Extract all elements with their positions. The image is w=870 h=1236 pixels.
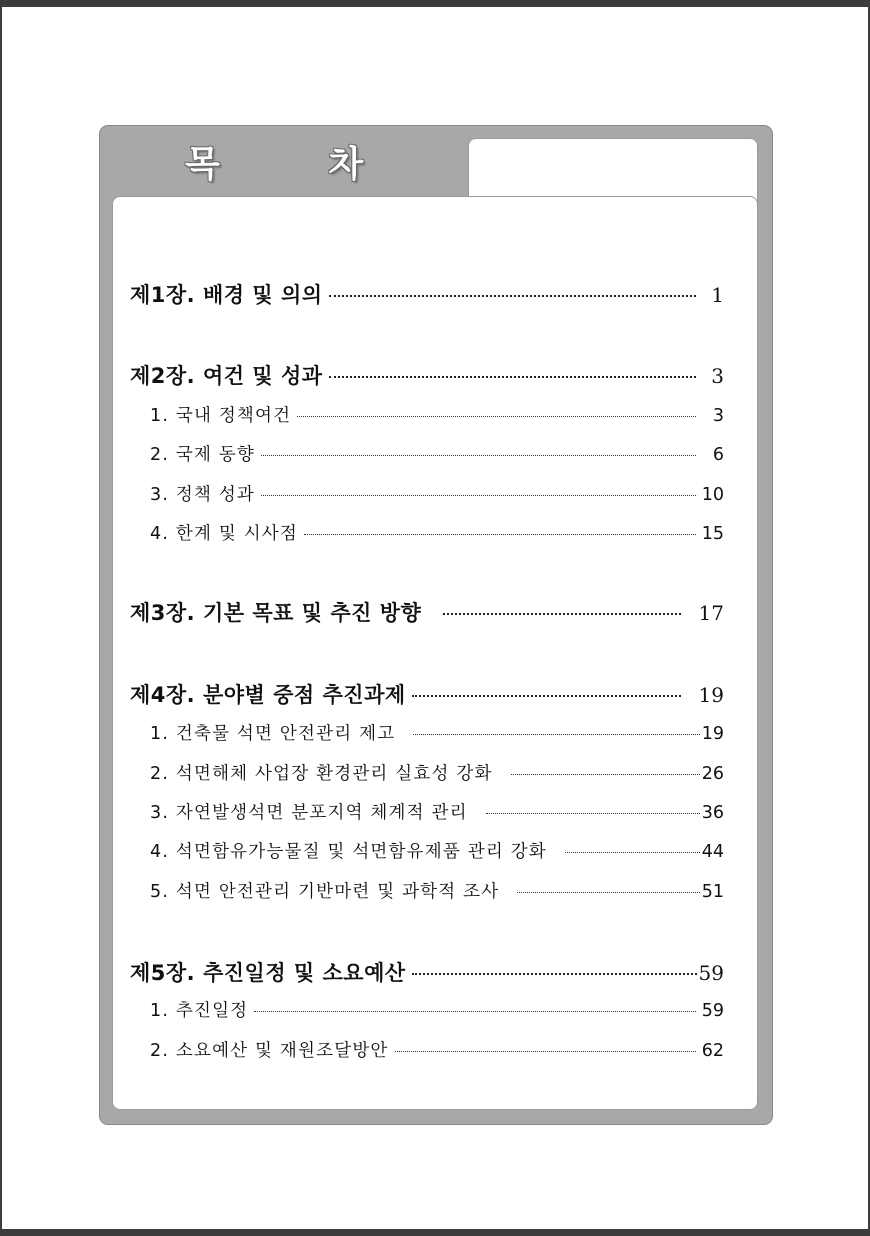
section-label: 5. 석면 안전관리 기반마련 및 과학적 조사 xyxy=(150,882,500,902)
section-page-number: 59 xyxy=(701,1001,724,1021)
toc-chapter-5[interactable] xyxy=(130,957,724,987)
dot-leader xyxy=(413,733,699,735)
section-page-number: 3 xyxy=(712,406,724,426)
chapter-page-number: 19 xyxy=(698,683,724,707)
chapter-label: 제3장. 기본 목표 및 추진 방향 xyxy=(130,601,422,625)
dot-leader xyxy=(395,1050,696,1052)
chapter-page-number: 59 xyxy=(698,961,724,985)
document-page xyxy=(2,7,868,1229)
section-label: 4. 한계 및 시사점 xyxy=(150,524,299,544)
section-label: 1. 추진일정 xyxy=(150,1001,249,1021)
chapter-page-number: 3 xyxy=(711,364,724,388)
section-page-number: 15 xyxy=(701,524,724,544)
dot-leader xyxy=(412,694,681,697)
chapter-label: 제4장. 분야별 중점 추진과제 xyxy=(130,683,406,707)
section-page-number: 10 xyxy=(701,485,724,505)
toc-section-2-2[interactable] xyxy=(150,441,724,466)
dot-leader xyxy=(565,851,700,853)
section-label: 2. 국제 동향 xyxy=(150,445,256,465)
toc-section-4-5[interactable] xyxy=(150,878,724,903)
chapter-label: 제1장. 배경 및 의의 xyxy=(130,283,323,307)
dot-leader xyxy=(304,533,696,535)
dot-leader xyxy=(261,454,696,456)
toc-section-5-1[interactable] xyxy=(150,997,724,1022)
toc-section-2-4[interactable] xyxy=(150,520,724,545)
toc-chapter-2[interactable] xyxy=(130,360,724,390)
section-label: 1. 국내 정책여건 xyxy=(150,406,292,426)
section-label: 1. 건축물 석면 안전관리 제고 xyxy=(150,724,396,744)
toc-title: 목 차 xyxy=(185,144,412,185)
chapter-label: 제5장. 추진일정 및 소요예산 xyxy=(130,961,406,985)
dot-leader xyxy=(329,294,696,297)
dot-leader xyxy=(486,812,700,814)
toc-chapter-4[interactable] xyxy=(130,679,724,709)
section-label: 2. 석면해체 사업장 환경관리 실효성 강화 xyxy=(150,764,493,784)
section-label: 4. 석면함유가능물질 및 석면함유제품 관리 강화 xyxy=(150,842,547,862)
section-page-number: 44 xyxy=(701,842,724,862)
toc-section-4-2[interactable] xyxy=(150,760,724,785)
chapter-page-number: 17 xyxy=(698,601,724,625)
section-page-number: 36 xyxy=(701,803,724,823)
dot-leader xyxy=(297,415,696,417)
dot-leader xyxy=(329,375,696,378)
toc-chapter-1[interactable] xyxy=(130,279,724,309)
dot-leader xyxy=(443,612,680,615)
section-label: 3. 정책 성과 xyxy=(150,485,256,505)
toc-section-4-3[interactable] xyxy=(150,799,724,824)
dot-leader xyxy=(511,773,700,775)
chapter-label: 제2장. 여건 및 성과 xyxy=(130,364,323,388)
toc-section-4-4[interactable] xyxy=(150,838,724,863)
section-page-number: 51 xyxy=(701,882,724,902)
section-label: 3. 자연발생석면 분포지역 체계적 관리 xyxy=(150,803,468,823)
dot-leader xyxy=(254,1010,695,1012)
toc-chapter-3[interactable] xyxy=(130,597,724,627)
dot-leader xyxy=(261,494,696,496)
chapter-page-number: 1 xyxy=(711,283,724,307)
section-page-number: 6 xyxy=(712,445,724,465)
toc-section-5-2[interactable] xyxy=(150,1037,724,1062)
dot-leader xyxy=(517,891,699,893)
toc-section-2-3[interactable] xyxy=(150,481,724,506)
toc-section-4-1[interactable] xyxy=(150,720,724,745)
section-page-number: 26 xyxy=(701,764,724,784)
section-label: 2. 소요예산 및 재원조달방안 xyxy=(150,1041,389,1061)
toc-section-2-1[interactable] xyxy=(150,402,724,427)
dot-leader xyxy=(412,972,697,975)
section-page-number: 19 xyxy=(701,724,724,744)
section-page-number: 62 xyxy=(701,1041,724,1061)
